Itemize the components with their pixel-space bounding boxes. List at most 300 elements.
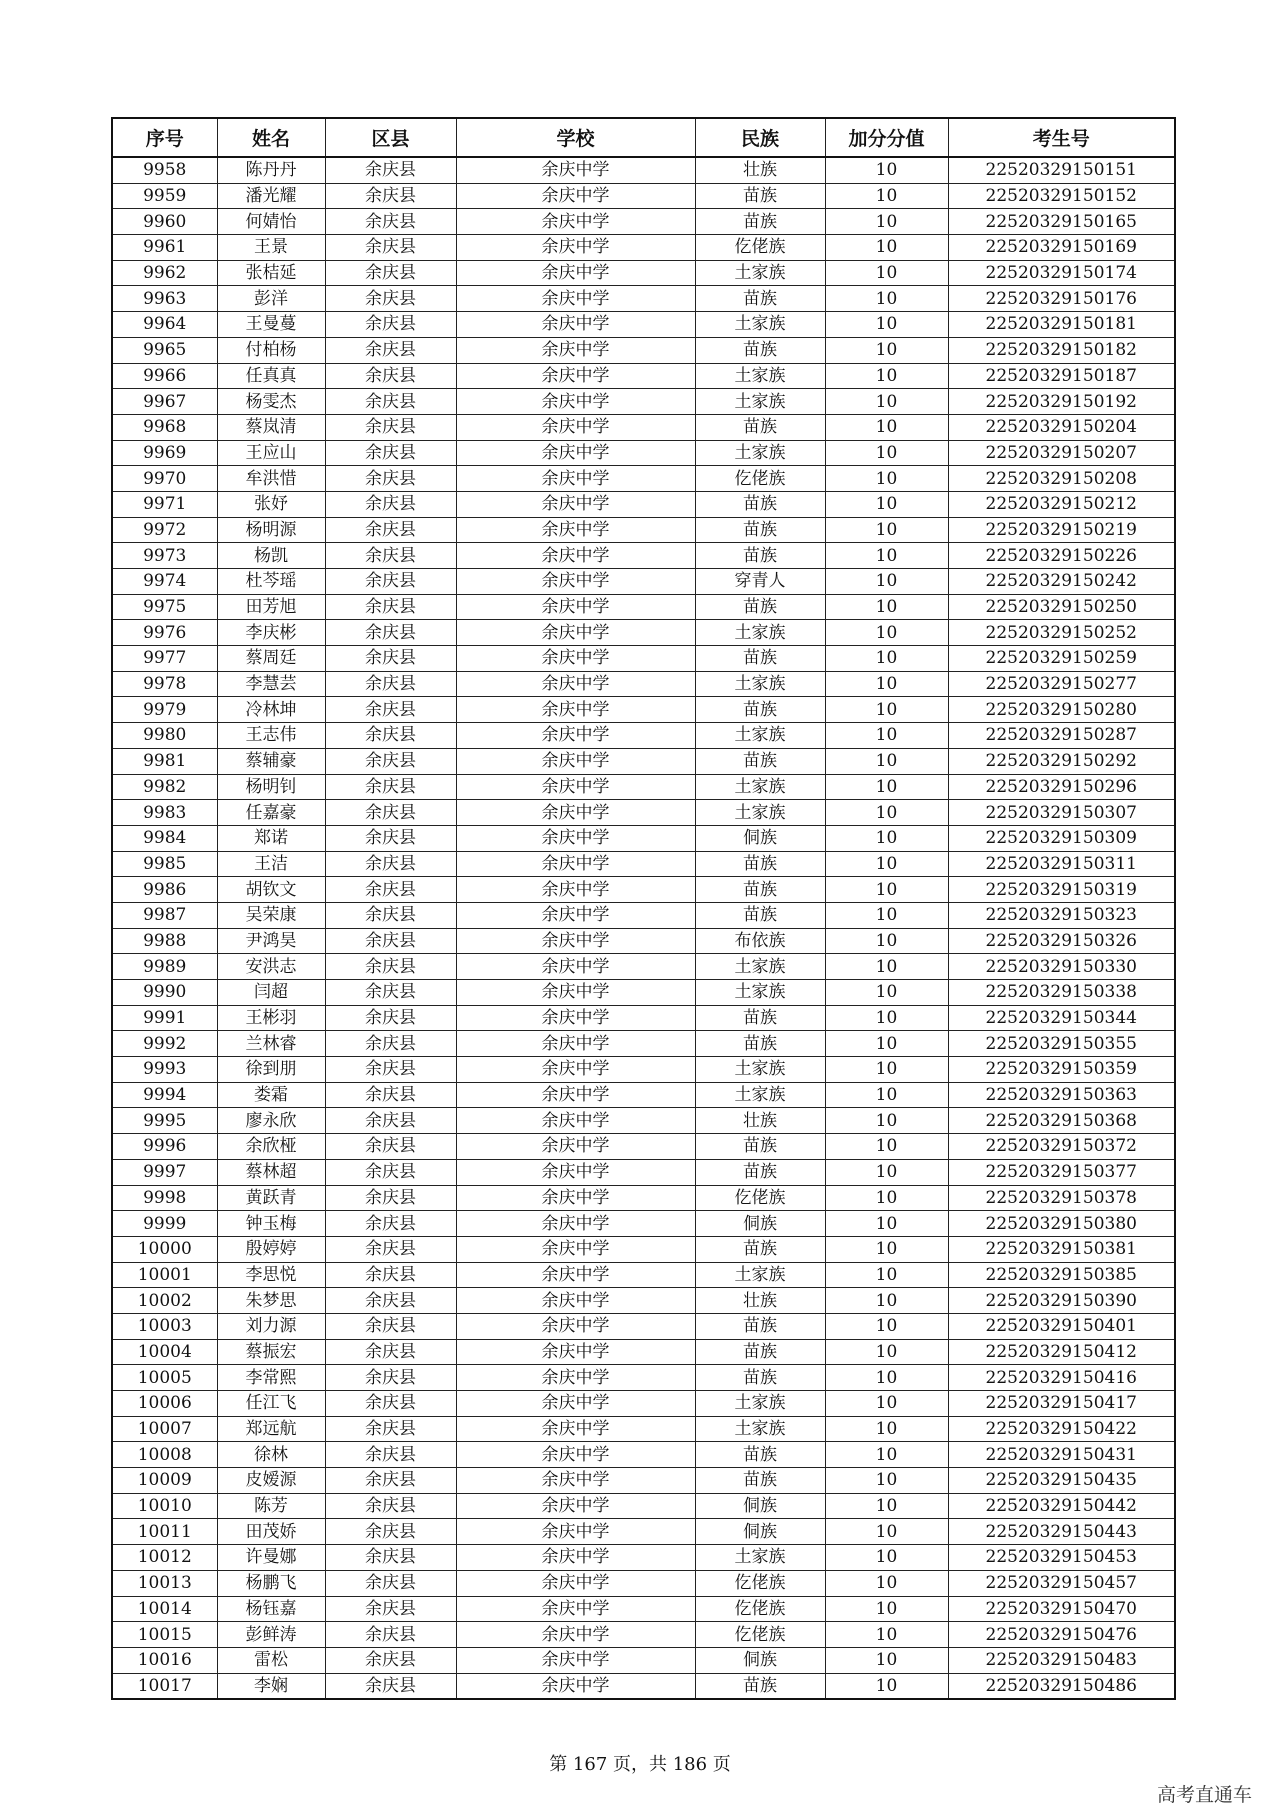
cell-exam-id: 22520329150323	[948, 902, 1175, 928]
cell-school: 余庆中学	[456, 517, 695, 543]
cell-exam-id: 22520329150380	[948, 1211, 1175, 1237]
cell-county: 余庆县	[325, 1005, 456, 1031]
cell-index: 10004	[112, 1339, 217, 1365]
cell-ethnicity: 土家族	[695, 363, 825, 389]
cell-bonus: 10	[825, 697, 948, 723]
header-school: 学校	[456, 118, 695, 157]
header-county: 区县	[325, 118, 456, 157]
cell-school: 余庆中学	[456, 414, 695, 440]
cell-school: 余庆中学	[456, 1288, 695, 1314]
cell-ethnicity: 苗族	[695, 543, 825, 569]
cell-name: 蔡林超	[217, 1159, 325, 1185]
cell-school: 余庆中学	[456, 748, 695, 774]
cell-school: 余庆中学	[456, 1134, 695, 1160]
cell-index: 9992	[112, 1031, 217, 1057]
table-row	[112, 800, 1175, 826]
cell-name: 杨明源	[217, 517, 325, 543]
cell-ethnicity: 土家族	[695, 1057, 825, 1083]
table-row	[112, 1159, 1175, 1185]
cell-county: 余庆县	[325, 466, 456, 492]
table-row	[112, 1596, 1175, 1622]
table-row	[112, 928, 1175, 954]
cell-bonus: 10	[825, 260, 948, 286]
cell-bonus: 10	[825, 312, 948, 338]
table-row	[112, 1108, 1175, 1134]
table-row	[112, 1416, 1175, 1442]
cell-exam-id: 22520329150242	[948, 569, 1175, 595]
table-row	[112, 389, 1175, 415]
cell-county: 余庆县	[325, 491, 456, 517]
table-row	[112, 1339, 1175, 1365]
cell-ethnicity: 土家族	[695, 389, 825, 415]
cell-index: 9980	[112, 723, 217, 749]
cell-bonus: 10	[825, 671, 948, 697]
cell-exam-id: 22520329150483	[948, 1647, 1175, 1673]
cell-school: 余庆中学	[456, 312, 695, 338]
cell-name: 王志伟	[217, 723, 325, 749]
cell-ethnicity: 侗族	[695, 825, 825, 851]
cell-exam-id: 22520329150212	[948, 491, 1175, 517]
cell-bonus: 10	[825, 954, 948, 980]
cell-index: 9985	[112, 851, 217, 877]
table-row	[112, 1570, 1175, 1596]
cell-bonus: 10	[825, 337, 948, 363]
cell-index: 9987	[112, 902, 217, 928]
cell-name: 潘光耀	[217, 183, 325, 209]
cell-index: 9962	[112, 260, 217, 286]
cell-exam-id: 22520329150378	[948, 1185, 1175, 1211]
cell-ethnicity: 苗族	[695, 1339, 825, 1365]
cell-bonus: 10	[825, 1082, 948, 1108]
cell-name: 蔡岚清	[217, 414, 325, 440]
cell-bonus: 10	[825, 543, 948, 569]
cell-exam-id: 22520329150470	[948, 1596, 1175, 1622]
cell-school: 余庆中学	[456, 1468, 695, 1494]
cell-bonus: 10	[825, 877, 948, 903]
cell-name: 王曼蔓	[217, 312, 325, 338]
cell-county: 余庆县	[325, 800, 456, 826]
cell-index: 10007	[112, 1416, 217, 1442]
cell-exam-id: 22520329150422	[948, 1416, 1175, 1442]
table-row	[112, 1262, 1175, 1288]
cell-county: 余庆县	[325, 1416, 456, 1442]
cell-index: 9959	[112, 183, 217, 209]
cell-school: 余庆中学	[456, 1596, 695, 1622]
cell-bonus: 10	[825, 1596, 948, 1622]
cell-name: 杨明钊	[217, 774, 325, 800]
cell-exam-id: 22520329150165	[948, 209, 1175, 235]
cell-school: 余庆中学	[456, 1339, 695, 1365]
cell-index: 10012	[112, 1545, 217, 1571]
cell-ethnicity: 土家族	[695, 1262, 825, 1288]
cell-name: 田茂娇	[217, 1519, 325, 1545]
cell-name: 杨鹏飞	[217, 1570, 325, 1596]
cell-exam-id: 22520329150182	[948, 337, 1175, 363]
cell-school: 余庆中学	[456, 1570, 695, 1596]
table-row	[112, 1391, 1175, 1417]
cell-exam-id: 22520329150277	[948, 671, 1175, 697]
table-row	[112, 466, 1175, 492]
cell-exam-id: 22520329150401	[948, 1313, 1175, 1339]
cell-county: 余庆县	[325, 1545, 456, 1571]
cell-exam-id: 22520329150431	[948, 1442, 1175, 1468]
cell-county: 余庆县	[325, 337, 456, 363]
cell-school: 余庆中学	[456, 1545, 695, 1571]
cell-county: 余庆县	[325, 1262, 456, 1288]
cell-ethnicity: 侗族	[695, 1519, 825, 1545]
cell-school: 余庆中学	[456, 1005, 695, 1031]
cell-name: 余欣桠	[217, 1134, 325, 1160]
cell-bonus: 10	[825, 569, 948, 595]
cell-ethnicity: 土家族	[695, 980, 825, 1006]
cell-name: 任江飞	[217, 1391, 325, 1417]
cell-bonus: 10	[825, 183, 948, 209]
table-header-row	[112, 118, 1175, 157]
cell-bonus: 10	[825, 1365, 948, 1391]
cell-ethnicity: 穿青人	[695, 569, 825, 595]
cell-exam-id: 22520329150226	[948, 543, 1175, 569]
cell-name: 李慧芸	[217, 671, 325, 697]
table-row	[112, 594, 1175, 620]
cell-exam-id: 22520329150192	[948, 389, 1175, 415]
cell-index: 10006	[112, 1391, 217, 1417]
cell-exam-id: 22520329150359	[948, 1057, 1175, 1083]
cell-school: 余庆中学	[456, 1057, 695, 1083]
cell-ethnicity: 苗族	[695, 1005, 825, 1031]
cell-name: 李庆彬	[217, 620, 325, 646]
cell-school: 余庆中学	[456, 235, 695, 261]
table-row	[112, 517, 1175, 543]
cell-exam-id: 22520329150344	[948, 1005, 1175, 1031]
table-row	[112, 1365, 1175, 1391]
cell-name: 安洪志	[217, 954, 325, 980]
cell-ethnicity: 苗族	[695, 1031, 825, 1057]
cell-county: 余庆县	[325, 1236, 456, 1262]
cell-ethnicity: 土家族	[695, 954, 825, 980]
cell-index: 10011	[112, 1519, 217, 1545]
cell-bonus: 10	[825, 1262, 948, 1288]
cell-index: 10013	[112, 1570, 217, 1596]
cell-school: 余庆中学	[456, 1236, 695, 1262]
cell-bonus: 10	[825, 491, 948, 517]
cell-school: 余庆中学	[456, 209, 695, 235]
cell-school: 余庆中学	[456, 569, 695, 595]
cell-county: 余庆县	[325, 414, 456, 440]
header-index: 序号	[112, 118, 217, 157]
table-row	[112, 671, 1175, 697]
table-row	[112, 1031, 1175, 1057]
cell-bonus: 10	[825, 1622, 948, 1648]
cell-index: 9966	[112, 363, 217, 389]
cell-name: 牟洪惜	[217, 466, 325, 492]
cell-school: 余庆中学	[456, 980, 695, 1006]
cell-ethnicity: 土家族	[695, 440, 825, 466]
cell-index: 9961	[112, 235, 217, 261]
cell-county: 余庆县	[325, 825, 456, 851]
cell-name: 徐林	[217, 1442, 325, 1468]
cell-bonus: 10	[825, 1493, 948, 1519]
cell-name: 娄霜	[217, 1082, 325, 1108]
cell-county: 余庆县	[325, 1185, 456, 1211]
cell-exam-id: 22520329150152	[948, 183, 1175, 209]
cell-exam-id: 22520329150381	[948, 1236, 1175, 1262]
cell-ethnicity: 布依族	[695, 928, 825, 954]
cell-name: 任真真	[217, 363, 325, 389]
table-row	[112, 491, 1175, 517]
cell-bonus: 10	[825, 414, 948, 440]
cell-ethnicity: 土家族	[695, 800, 825, 826]
cell-index: 9990	[112, 980, 217, 1006]
cell-exam-id: 22520329150412	[948, 1339, 1175, 1365]
cell-bonus: 10	[825, 980, 948, 1006]
cell-school: 余庆中学	[456, 902, 695, 928]
cell-name: 徐到朋	[217, 1057, 325, 1083]
cell-bonus: 10	[825, 723, 948, 749]
cell-school: 余庆中学	[456, 877, 695, 903]
cell-county: 余庆县	[325, 1031, 456, 1057]
table-row	[112, 543, 1175, 569]
table-row	[112, 980, 1175, 1006]
cell-exam-id: 22520329150296	[948, 774, 1175, 800]
cell-name: 吴荣康	[217, 902, 325, 928]
cell-county: 余庆县	[325, 235, 456, 261]
cell-ethnicity: 仡佬族	[695, 1596, 825, 1622]
cell-ethnicity: 苗族	[695, 1673, 825, 1699]
cell-county: 余庆县	[325, 620, 456, 646]
cell-exam-id: 22520329150435	[948, 1468, 1175, 1494]
cell-index: 9975	[112, 594, 217, 620]
cell-index: 9978	[112, 671, 217, 697]
table-row	[112, 260, 1175, 286]
cell-index: 10000	[112, 1236, 217, 1262]
cell-bonus: 10	[825, 825, 948, 851]
cell-school: 余庆中学	[456, 1391, 695, 1417]
cell-school: 余庆中学	[456, 1108, 695, 1134]
cell-index: 9988	[112, 928, 217, 954]
cell-county: 余庆县	[325, 954, 456, 980]
table-row	[112, 1236, 1175, 1262]
cell-ethnicity: 土家族	[695, 1545, 825, 1571]
table-row	[112, 851, 1175, 877]
cell-index: 10001	[112, 1262, 217, 1288]
cell-exam-id: 22520329150207	[948, 440, 1175, 466]
cell-county: 余庆县	[325, 183, 456, 209]
header-ethnicity: 民族	[695, 118, 825, 157]
cell-name: 皮嫒源	[217, 1468, 325, 1494]
cell-index: 9970	[112, 466, 217, 492]
cell-name: 杨雯杰	[217, 389, 325, 415]
table-row	[112, 877, 1175, 903]
cell-county: 余庆县	[325, 363, 456, 389]
cell-school: 余庆中学	[456, 440, 695, 466]
cell-name: 朱梦思	[217, 1288, 325, 1314]
cell-school: 余庆中学	[456, 286, 695, 312]
cell-school: 余庆中学	[456, 1647, 695, 1673]
cell-name: 彭鲜涛	[217, 1622, 325, 1648]
header-bonus: 加分分值	[825, 118, 948, 157]
cell-name: 尹鸿昊	[217, 928, 325, 954]
table-row	[112, 286, 1175, 312]
cell-bonus: 10	[825, 466, 948, 492]
cell-bonus: 10	[825, 1134, 948, 1160]
cell-bonus: 10	[825, 928, 948, 954]
cell-ethnicity: 侗族	[695, 1493, 825, 1519]
cell-bonus: 10	[825, 1570, 948, 1596]
cell-name: 陈丹丹	[217, 157, 325, 183]
cell-exam-id: 22520329150292	[948, 748, 1175, 774]
cell-county: 余庆县	[325, 389, 456, 415]
table-row	[112, 1005, 1175, 1031]
cell-name: 王应山	[217, 440, 325, 466]
cell-exam-id: 22520329150442	[948, 1493, 1175, 1519]
cell-county: 余庆县	[325, 1673, 456, 1699]
cell-school: 余庆中学	[456, 1211, 695, 1237]
cell-bonus: 10	[825, 646, 948, 672]
cell-exam-id: 22520329150151	[948, 157, 1175, 183]
cell-school: 余庆中学	[456, 543, 695, 569]
cell-name: 胡钦文	[217, 877, 325, 903]
cell-index: 9973	[112, 543, 217, 569]
cell-bonus: 10	[825, 1159, 948, 1185]
cell-bonus: 10	[825, 800, 948, 826]
cell-index: 9997	[112, 1159, 217, 1185]
cell-ethnicity: 苗族	[695, 1159, 825, 1185]
cell-school: 余庆中学	[456, 851, 695, 877]
cell-name: 任嘉豪	[217, 800, 325, 826]
cell-school: 余庆中学	[456, 723, 695, 749]
table-row	[112, 1313, 1175, 1339]
cell-exam-id: 22520329150416	[948, 1365, 1175, 1391]
cell-county: 余庆县	[325, 517, 456, 543]
cell-school: 余庆中学	[456, 697, 695, 723]
cell-bonus: 10	[825, 1005, 948, 1031]
cell-name: 蔡周廷	[217, 646, 325, 672]
cell-ethnicity: 土家族	[695, 723, 825, 749]
table-row	[112, 157, 1175, 183]
cell-exam-id: 22520329150486	[948, 1673, 1175, 1699]
cell-bonus: 10	[825, 1468, 948, 1494]
table-row	[112, 1057, 1175, 1083]
cell-school: 余庆中学	[456, 466, 695, 492]
cell-exam-id: 22520329150208	[948, 466, 1175, 492]
cell-name: 刘力源	[217, 1313, 325, 1339]
cell-exam-id: 22520329150169	[948, 235, 1175, 261]
cell-exam-id: 22520329150319	[948, 877, 1175, 903]
cell-ethnicity: 仡佬族	[695, 1185, 825, 1211]
cell-county: 余庆县	[325, 1442, 456, 1468]
cell-index: 10002	[112, 1288, 217, 1314]
cell-county: 余庆县	[325, 594, 456, 620]
cell-name: 杨钰嘉	[217, 1596, 325, 1622]
table-row	[112, 646, 1175, 672]
cell-county: 余庆县	[325, 1108, 456, 1134]
cell-exam-id: 22520329150219	[948, 517, 1175, 543]
cell-bonus: 10	[825, 1545, 948, 1571]
watermark-text: 高考直通车	[1156, 1784, 1252, 1806]
cell-bonus: 10	[825, 517, 948, 543]
cell-exam-id: 22520329150174	[948, 260, 1175, 286]
cell-bonus: 10	[825, 1185, 948, 1211]
cell-name: 张妤	[217, 491, 325, 517]
cell-exam-id: 22520329150355	[948, 1031, 1175, 1057]
table-row	[112, 1185, 1175, 1211]
cell-county: 余庆县	[325, 1288, 456, 1314]
cell-exam-id: 22520329150417	[948, 1391, 1175, 1417]
cell-ethnicity: 土家族	[695, 1416, 825, 1442]
cell-ethnicity: 苗族	[695, 1468, 825, 1494]
cell-school: 余庆中学	[456, 1442, 695, 1468]
cell-exam-id: 22520329150453	[948, 1545, 1175, 1571]
cell-school: 余庆中学	[456, 1313, 695, 1339]
cell-county: 余庆县	[325, 1622, 456, 1648]
cell-bonus: 10	[825, 1031, 948, 1057]
cell-county: 余庆县	[325, 877, 456, 903]
cell-exam-id: 22520329150476	[948, 1622, 1175, 1648]
table-row	[112, 1468, 1175, 1494]
cell-name: 蔡辅豪	[217, 748, 325, 774]
cell-bonus: 10	[825, 851, 948, 877]
cell-county: 余庆县	[325, 928, 456, 954]
table-body	[112, 157, 1175, 1699]
table-row	[112, 954, 1175, 980]
cell-exam-id: 22520329150287	[948, 723, 1175, 749]
table-row	[112, 569, 1175, 595]
cell-ethnicity: 土家族	[695, 774, 825, 800]
cell-ethnicity: 苗族	[695, 183, 825, 209]
cell-ethnicity: 仡佬族	[695, 466, 825, 492]
cell-county: 余庆县	[325, 1468, 456, 1494]
cell-name: 李常熙	[217, 1365, 325, 1391]
cell-ethnicity: 苗族	[695, 517, 825, 543]
cell-index: 10003	[112, 1313, 217, 1339]
cell-school: 余庆中学	[456, 646, 695, 672]
cell-bonus: 10	[825, 286, 948, 312]
table-row	[112, 235, 1175, 261]
cell-county: 余庆县	[325, 1493, 456, 1519]
table-row	[112, 1545, 1175, 1571]
cell-ethnicity: 苗族	[695, 646, 825, 672]
cell-name: 雷松	[217, 1647, 325, 1673]
cell-school: 余庆中学	[456, 1519, 695, 1545]
score-bonus-table	[111, 117, 1176, 1700]
cell-index: 10015	[112, 1622, 217, 1648]
cell-name: 殷婷婷	[217, 1236, 325, 1262]
cell-bonus: 10	[825, 235, 948, 261]
cell-ethnicity: 苗族	[695, 414, 825, 440]
cell-bonus: 10	[825, 157, 948, 183]
cell-school: 余庆中学	[456, 491, 695, 517]
cell-ethnicity: 仡佬族	[695, 1622, 825, 1648]
cell-county: 余庆县	[325, 1313, 456, 1339]
cell-name: 黄跃青	[217, 1185, 325, 1211]
cell-school: 余庆中学	[456, 157, 695, 183]
cell-bonus: 10	[825, 1416, 948, 1442]
cell-exam-id: 22520329150338	[948, 980, 1175, 1006]
cell-school: 余庆中学	[456, 1031, 695, 1057]
cell-index: 9989	[112, 954, 217, 980]
table-row	[112, 697, 1175, 723]
table-row	[112, 1673, 1175, 1699]
cell-school: 余庆中学	[456, 594, 695, 620]
table-row	[112, 1134, 1175, 1160]
cell-name: 付柏杨	[217, 337, 325, 363]
cell-county: 余庆县	[325, 1339, 456, 1365]
cell-name: 田芳旭	[217, 594, 325, 620]
cell-county: 余庆县	[325, 646, 456, 672]
cell-exam-id: 22520329150252	[948, 620, 1175, 646]
cell-county: 余庆县	[325, 157, 456, 183]
cell-county: 余庆县	[325, 851, 456, 877]
